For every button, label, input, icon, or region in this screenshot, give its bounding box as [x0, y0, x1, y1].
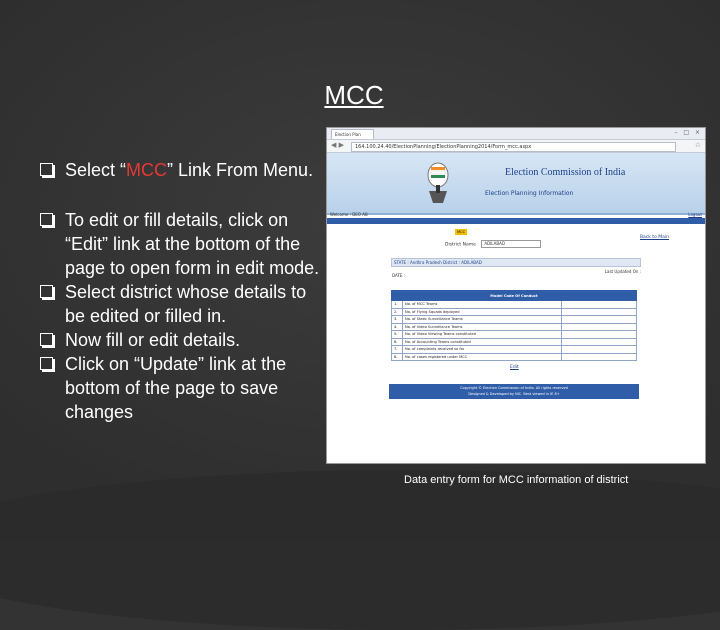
menu-item[interactable]: Training [487, 230, 502, 234]
menu-item[interactable]: Counting [564, 230, 580, 234]
menu-item[interactable]: Home [329, 230, 340, 234]
menu-item[interactable]: Voter Awareness [505, 230, 535, 234]
instruction-item [40, 328, 325, 352]
back-forward-icon[interactable]: ◀ ▶ [331, 141, 344, 149]
site-banner [327, 153, 705, 215]
edit-link[interactable]: Edit [510, 365, 519, 370]
instruction-text: Select district whose details to be edited or filled in. [65, 282, 307, 326]
table-row [392, 338, 637, 346]
menu-item[interactable]: Polling Personnel [378, 230, 408, 234]
row-number: 5. [392, 331, 403, 339]
menu-item[interactable]: Publicity [469, 230, 484, 234]
instruction-item [40, 158, 325, 182]
star-icon[interactable]: ☆ [694, 141, 701, 149]
url-input[interactable]: 164.100.24.40/ElectionPlanning/ElectionPlanning2014/Form_mcc.aspx [351, 142, 676, 152]
site-subtitle: Election Planning Information [485, 190, 574, 197]
table-row [392, 346, 637, 354]
instruction-list [40, 158, 325, 424]
slide-decoration [0, 470, 720, 630]
instruction-text: Click on “Update” link at the bottom of the page to save changes [65, 354, 287, 422]
slide-title: MCC [324, 80, 384, 110]
instruction-item [40, 208, 325, 280]
instruction-item [40, 280, 325, 328]
row-number: 1. [392, 301, 403, 309]
table-row [392, 301, 637, 309]
district-label: District Name [445, 242, 476, 248]
footer-credits: Designed & Developed by NIC. Best viewed in IE 8+ [468, 392, 560, 396]
row-number: 6. [392, 338, 403, 346]
list-spacer [40, 182, 325, 208]
row-value [562, 323, 637, 331]
logout-link[interactable]: Logout [688, 212, 702, 217]
menu-item[interactable]: Media Cell [583, 230, 602, 234]
welcome-text: Welcome : DEO AB [330, 212, 368, 217]
menu-item[interactable]: Reports [629, 230, 644, 234]
row-value [562, 353, 637, 361]
browser-tab[interactable]: Election Plan [331, 129, 374, 139]
screenshot-caption: Data entry form for MCC information of district [404, 474, 629, 486]
row-number: 3. [392, 316, 403, 324]
table-row [392, 353, 637, 361]
main-menu [327, 218, 705, 234]
date-label: DATE : [392, 273, 406, 278]
row-number: 2. [392, 308, 403, 316]
eci-emblem-icon [423, 161, 453, 205]
mcc-table [391, 290, 637, 361]
row-number: 7. [392, 346, 403, 354]
checkbox-bullet-icon [40, 163, 53, 176]
menu-item[interactable]: AC Polling Station [343, 230, 375, 234]
district-selector [445, 240, 541, 248]
row-label: No. of Static Surveillance Teams [403, 316, 562, 324]
browser-screenshot [326, 127, 706, 464]
checkbox-bullet-icon [40, 285, 53, 298]
checkbox-bullet-icon [40, 357, 53, 370]
instruction-highlight: MCC [126, 160, 168, 180]
row-label: No. of complaints received so far [403, 346, 562, 354]
menu-item[interactable]: MCC [457, 230, 466, 234]
browser-tabbar [327, 128, 705, 140]
menu-item[interactable]: Transport [436, 230, 454, 234]
menu-item[interactable]: Expenditure [538, 230, 560, 234]
row-label: No. of Video Surveillance Teams [403, 323, 562, 331]
menu-item[interactable]: Complaints [605, 230, 626, 234]
row-label: No. of MCC Teams [403, 301, 562, 309]
site-footer [389, 384, 639, 399]
footer-copyright: Copyright © Election Commission of India. All rights reserved [460, 386, 568, 390]
table-row [392, 308, 637, 316]
row-label: No. of Flying Squads deployed [403, 308, 562, 316]
row-number: 8. [392, 353, 403, 361]
row-label: No. of Accounting Teams constituted [403, 338, 562, 346]
table-row [392, 323, 637, 331]
row-value [562, 338, 637, 346]
instruction-item [40, 352, 325, 424]
row-value [562, 331, 637, 339]
row-label: No. of Video Viewing Teams constituted [403, 331, 562, 339]
row-value [562, 308, 637, 316]
checkbox-bullet-icon [40, 333, 53, 346]
form-header: STATE : Andhra Pradesh District : ADILABAD [391, 258, 641, 267]
row-value [562, 346, 637, 354]
row-label: No. of cases registered under MCC [403, 353, 562, 361]
checkbox-bullet-icon [40, 213, 53, 226]
instruction-text-post: ” Link From Menu. [167, 160, 314, 180]
instruction-text-pre: Select “ [65, 160, 127, 180]
menu-item[interactable]: Police Force [411, 230, 433, 234]
instruction-text: Now fill or edit details. [65, 330, 241, 350]
site-title: Election Commission of India [505, 167, 626, 178]
table-row [392, 331, 637, 339]
table-title: Model Code Of Conduct [392, 291, 637, 301]
window-controls[interactable]: – □ × [674, 129, 702, 136]
row-number: 4. [392, 323, 403, 331]
address-bar [327, 140, 705, 153]
back-link[interactable]: Back to Main [639, 235, 669, 240]
last-updated: Last Updated On : [604, 269, 641, 274]
district-dropdown[interactable]: ADILABAD [481, 240, 541, 248]
row-value [562, 316, 637, 324]
row-value [562, 301, 637, 309]
table-row [392, 316, 637, 324]
instruction-text: To edit or fill details, click on “Edit” link at the bottom of the page to open form in edit mode. [65, 210, 320, 278]
